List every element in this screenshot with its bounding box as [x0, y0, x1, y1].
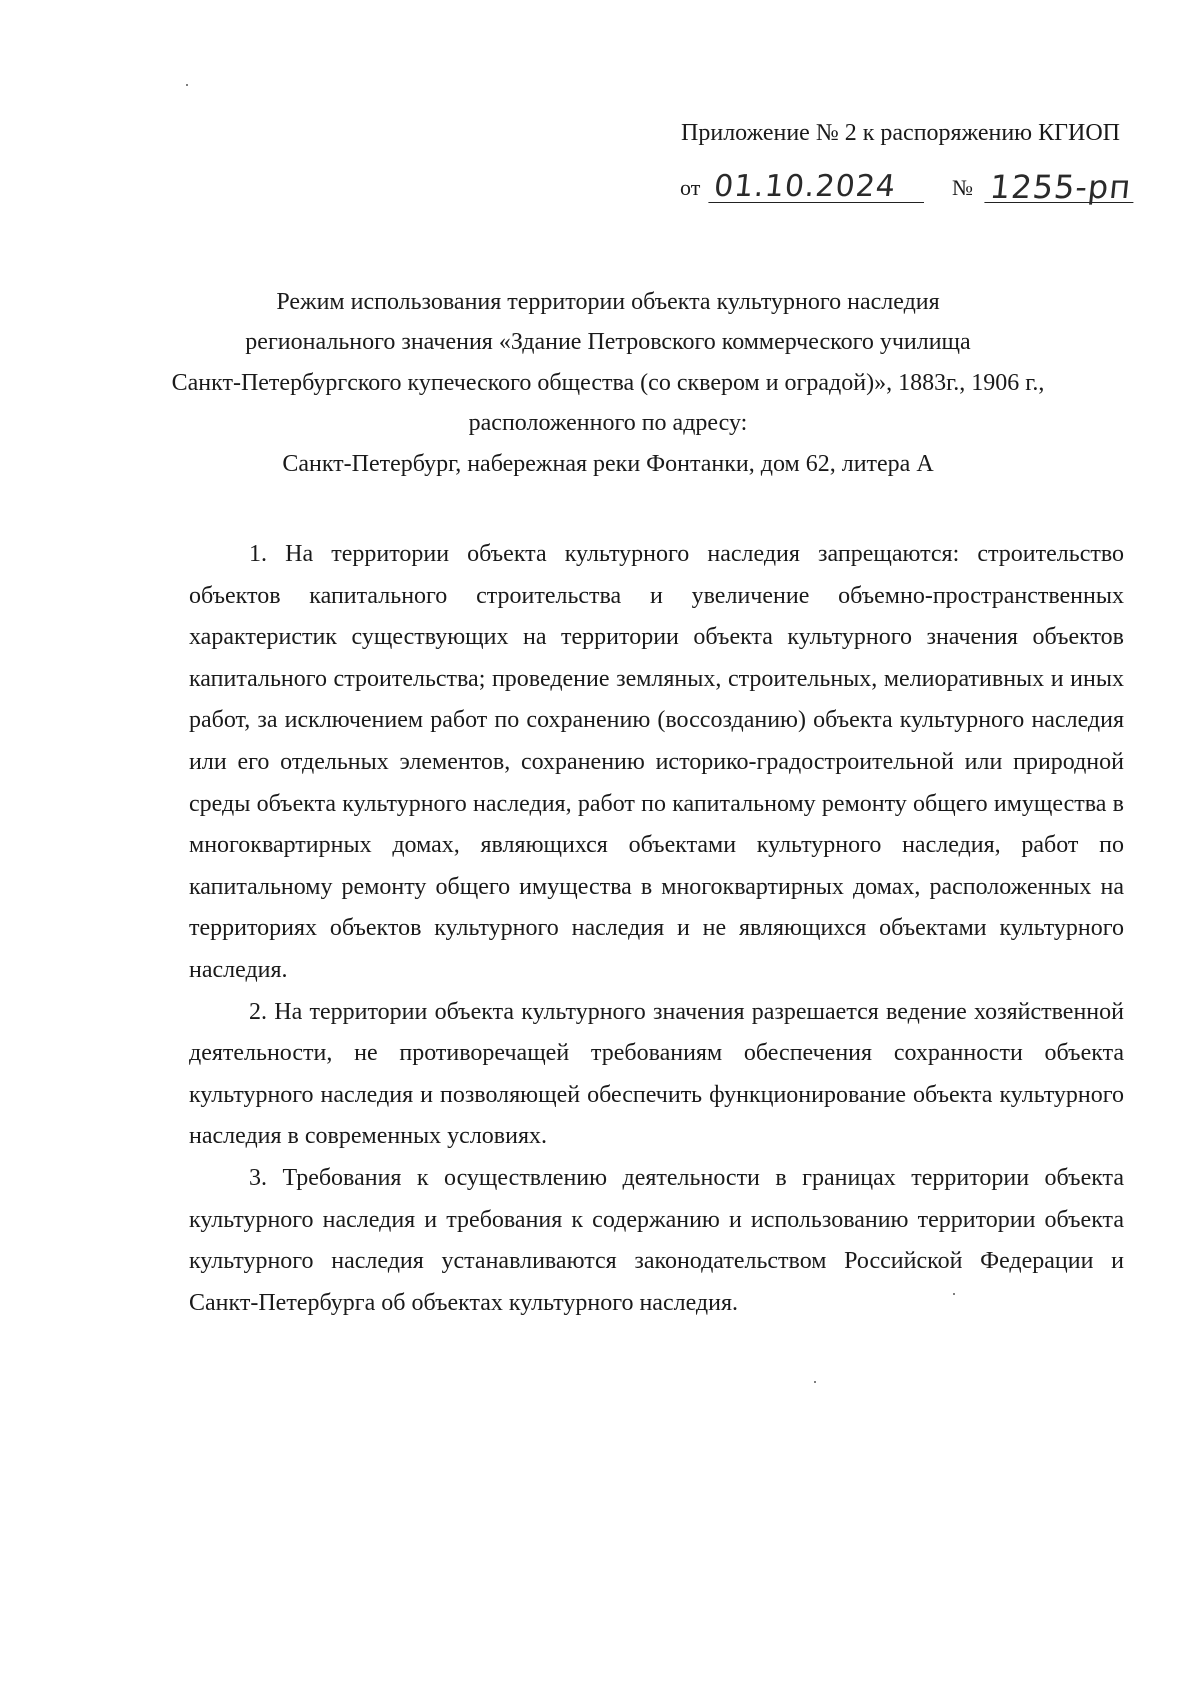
- appendix-reference: Приложение № 2 к распоряжению КГИОП: [681, 120, 1120, 146]
- title-line: Санкт-Петербургского купеческого общества (со сквером и оградой)», 1883г., 1906 г.,: [171, 369, 1045, 396]
- order-date-number-line: [640, 163, 1134, 213]
- title-line: Режим использования территории объекта культурного наследия: [276, 289, 940, 315]
- date-prefix: от: [680, 175, 701, 200]
- title-line: Санкт-Петербург, набережная реки Фонтанки, дом 62, литера А: [282, 450, 934, 477]
- document-body: [189, 534, 1124, 1324]
- paragraph-3: 3. Требования к осуществлению деятельности в границах территории объекта культурного наследия и требования к содержанию и использованию территории объекта культурного наследия устанавливаются законодательством Российской Федерации и Санкт-Петербурга об объектах культурного наследия.: [189, 1164, 1124, 1316]
- document-title: [170, 282, 1046, 484]
- handwritten-date: 01.10.2024: [708, 172, 901, 203]
- paragraph-1: 1. На территории объекта культурного наследия запрещаются: строительство объектов капитального строительства и увеличение объемно-пространственных характеристик существующих на территории объекта культурного значения объектов капитального строительства; проведение земляных, строительных, мелиоративных и иных работ, за исключением работ по сохранению (воссозданию) объекта культурного наследия или его отдельных элементов, сохранению историко-градостроительной или природной среды объекта культурного наследия, работ по капитальному ремонту общего имущества в многоквартирных домах, являющихся объектами культурного наследия, работ по капитальному ремонту общего имущества в многоквартирных домах, расположенных на территориях объектов культурного наследия и не являющихся объектами культурного наследия.: [189, 541, 1124, 983]
- scan-speck: [814, 1381, 816, 1383]
- paragraph-2: 2. На территории объекта культурного значения разрешается ведение хозяйственной деятельности, не противоречащей требованиям обеспечения сохранности объекта культурного наследия и позволяющей обеспечить функционирование объекта культурного наследия в современных условиях.: [189, 998, 1124, 1150]
- date-underline: [866, 202, 924, 203]
- number-prefix: №: [952, 175, 973, 200]
- handwritten-number: 1255-рп: [984, 172, 1136, 203]
- title-line: расположенного по адресу:: [468, 410, 748, 437]
- title-line: регионального значения «Здание Петровского коммерческого училища: [245, 329, 971, 356]
- scan-speck: [186, 84, 188, 86]
